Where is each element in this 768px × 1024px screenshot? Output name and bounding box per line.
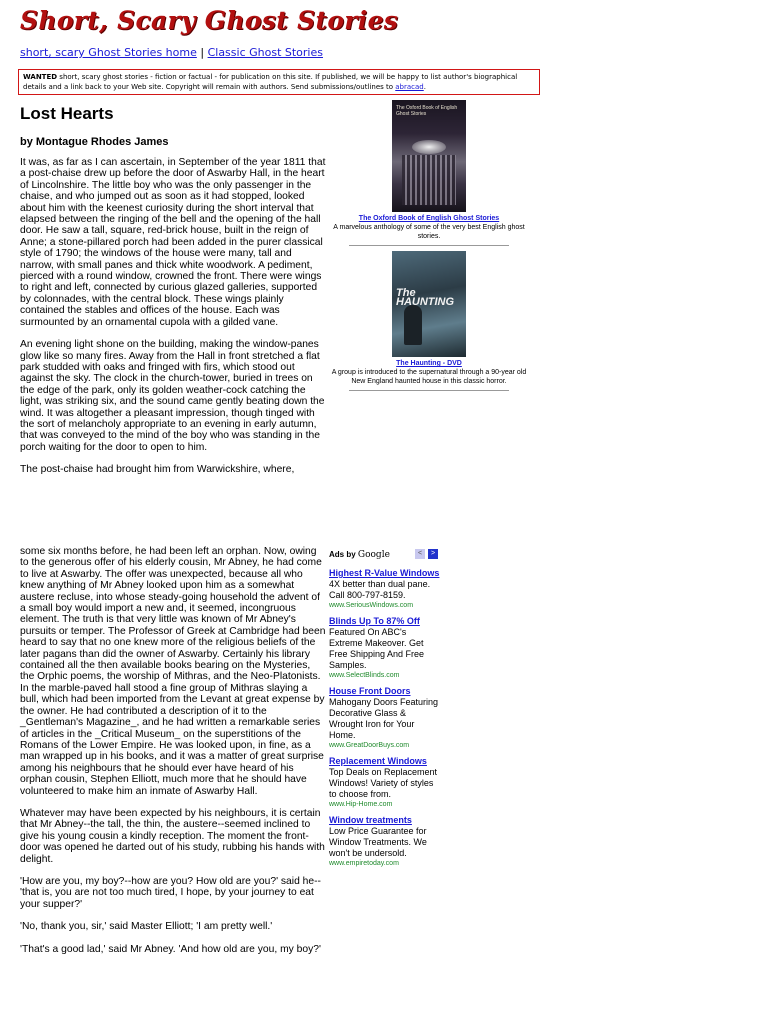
- product-oxford-book: [327, 100, 531, 246]
- wanted-notice: [18, 69, 540, 95]
- ad-item[interactable]: [329, 815, 441, 868]
- ad-item[interactable]: [329, 756, 441, 809]
- oxford-book-link[interactable]: The Oxford Book of English Ghost Stories: [358, 215, 500, 222]
- ad-body: 4X better than dual pane. Call 800-797-8159.: [329, 579, 431, 600]
- oxford-cover-text: The Oxford Book of English Ghost Stories: [396, 105, 458, 117]
- product-divider: [349, 390, 509, 391]
- ad-headline[interactable]: House Front Doors: [329, 686, 411, 696]
- ad-item[interactable]: [329, 568, 441, 610]
- haunting-dvd-cover-image[interactable]: [392, 251, 466, 357]
- ad-headline[interactable]: Window treatments: [329, 815, 412, 825]
- ad-body: Featured On ABC's Extreme Makeover. Get Free Shipping And Free Samples.: [329, 627, 425, 670]
- ad-url[interactable]: www.Hip-Home.com: [329, 801, 393, 808]
- ad-body: Mahogany Doors Featuring Decorative Glass & Wrought Iron for Your Home.: [329, 697, 439, 740]
- ad-body: Low Price Guarantee for Window Treatments. We won't be undersold.: [329, 826, 427, 858]
- ad-url[interactable]: www.SeriousWindows.com: [329, 602, 414, 609]
- nav-separator: |: [200, 46, 205, 59]
- ad-url[interactable]: www.empiretoday.com: [329, 860, 399, 867]
- abracad-link[interactable]: abracad: [395, 83, 424, 91]
- article-title: Lost Hearts: [20, 104, 114, 123]
- story-text-top: [20, 157, 327, 487]
- top-nav: [20, 46, 323, 59]
- story-paragraph: The post-chaise had brought him from Warwickshire, where,: [20, 464, 295, 476]
- site-logo[interactable]: Short, Scary Ghost Stories: [20, 6, 399, 35]
- ads-by-google[interactable]: Ads by Google: [329, 550, 390, 560]
- story-paragraph: 'That's a good lad,' said Mr Abney. 'And how old are you, my boy?': [20, 943, 321, 955]
- ad-url[interactable]: www.GreatDoorBuys.com: [329, 742, 410, 749]
- haunting-cover-text: The HAUNTING: [396, 287, 455, 308]
- story-text-bottom: [20, 546, 327, 966]
- ad-headline[interactable]: Replacement Windows: [329, 756, 427, 766]
- wanted-end: .: [423, 83, 426, 91]
- article-byline: by Montague Rhodes James: [20, 136, 169, 148]
- story-paragraph: some six months before, he had been left an orphan. Now, owing to the generous offer of his elderly cousin, Mr Abney, he had come to live at Aswarby. The offer was unexpected, because all who knew anything of Mr Abney looked upon him as a somewhat austere recluse, into whose steady-going household the advent of a small boy would import a new and, it seemed, incongruous element. The truth is that very little was known of Mr Abney's pursuits or temper. The Professor of Greek at Cambridge had been heard to say that no one knew more of the religious beliefs of the later pagans than did the owner of Aswarby. Certainly his library contained all the then available books bearing on the Mysteries, the Orphic poems, the worship of Mithras, and the Neo-Platonists. In the marble-paved hall stood a fine group of Mithras slaying a bull, which had been imported from the Levant at great expense by the owner. He had contributed a description of it to the _Gentleman's Magazine_, and he had written a remarkable series of articles in the _Critical Museum_ on the superstitions of the Romans of the Lower Empire. He was looked upon, in fine, as a man wrapped up in his books, and it was a matter of great surprise among his neighbours that he should ever have heard of his orphan cousin, Stephen Elliott, much more that he should have volunteered to make him an inmate of Aswarby Hall.: [20, 546, 326, 797]
- ad-headline[interactable]: Highest R-Value Windows: [329, 568, 440, 578]
- home-link[interactable]: short, scary Ghost Stories home: [20, 46, 197, 59]
- wanted-label: WANTED: [23, 73, 58, 81]
- ads-next-arrow-icon[interactable]: >: [428, 549, 438, 559]
- story-paragraph: 'How are you, my boy?--how are you? How old are you?' said he--'that is, you are not too much tired, I hope, by your journey to eat your supper?': [20, 875, 321, 910]
- google-ads-panel: [329, 548, 441, 868]
- story-paragraph: 'No, thank you, sir,' said Master Elliott; 'I am pretty well.': [20, 921, 273, 933]
- story-paragraph: Whatever may have been expected by his neighbours, it is certain that Mr Abney--the tall, the thin, the austere--seemed inclined to give his young cousin a kindly reception. The moment the front-door was opened he darted out of his study, rubbing his hands with delight.: [20, 807, 325, 865]
- ads-prev-arrow-icon[interactable]: <: [415, 549, 425, 559]
- wanted-text: short, scary ghost stories - fiction or factual - for publication on this site. If published, we will be happy to list author's biographical details and a link back to your Web site. Copyright will remain with authors. Send submissions/outlines to: [23, 73, 518, 91]
- ad-item[interactable]: [329, 686, 441, 750]
- story-paragraph: An evening light shone on the building, making the window-panes glow like so many fires. Away from the Hall in front stretched a flat park studded with oaks and fringed with firs, which stood out against the sky. The clock in the church-tower, buried in trees on the edge of the park, only its golden weather-cock catching the light, was striking six, and the sound came gently beating down the wind. It was altogether a pleasant impression, though tinged with the sort of melancholy appropriate to an evening in early autumn, that was conveyed to the mind of the boy who was standing in the porch waiting for the door to open to him.: [20, 339, 325, 453]
- haunting-dvd-link[interactable]: The Haunting - DVD: [396, 360, 462, 367]
- product-divider: [349, 245, 509, 246]
- story-paragraph: It was, as far as I can ascertain, in September of the year 1811 that a post-chaise drew up before the door of Aswarby Hall, in the heart of Lincolnshire. The little boy who was the only passenger in the chaise, and who jumped out as soon as it had stopped, looked about him with the keenest curiosity during the short interval that elapsed between the ringing of the bell and the opening of the hall door. He saw a tall, square, red-brick house, built in the reign of Anne; a stone-pillared porch had been added in the purer classical style of 1790; the windows of the house were many, tall and narrow, with small panes and thick white woodwork. A pediment, pierced with a round window, crowned the front. There were wings to right and left, connected by curious glazed galleries, supported by colonnades, with the central block. These wings plainly contained the stables and offices of the house. Each was surmounted by an ornamental cupola with a gilded vane.: [20, 157, 326, 328]
- ads-header: [329, 548, 441, 562]
- ad-item[interactable]: [329, 616, 441, 680]
- ad-url[interactable]: www.SelectBlinds.com: [329, 672, 400, 679]
- haunting-dvd-description: A group is introduced to the supernatural through a 90-year old New England haunted house in this classic horror.: [331, 369, 527, 385]
- classic-stories-link[interactable]: Classic Ghost Stories: [207, 46, 323, 59]
- oxford-book-description: A marvelous anthology of some of the very best English ghost stories.: [333, 224, 525, 240]
- oxford-book-cover-image[interactable]: [392, 100, 466, 212]
- ad-body: Top Deals on Replacement Windows! Variety of styles to choose from.: [329, 767, 438, 799]
- ad-headline[interactable]: Blinds Up To 87% Off: [329, 616, 420, 626]
- product-haunting-dvd: [327, 251, 531, 391]
